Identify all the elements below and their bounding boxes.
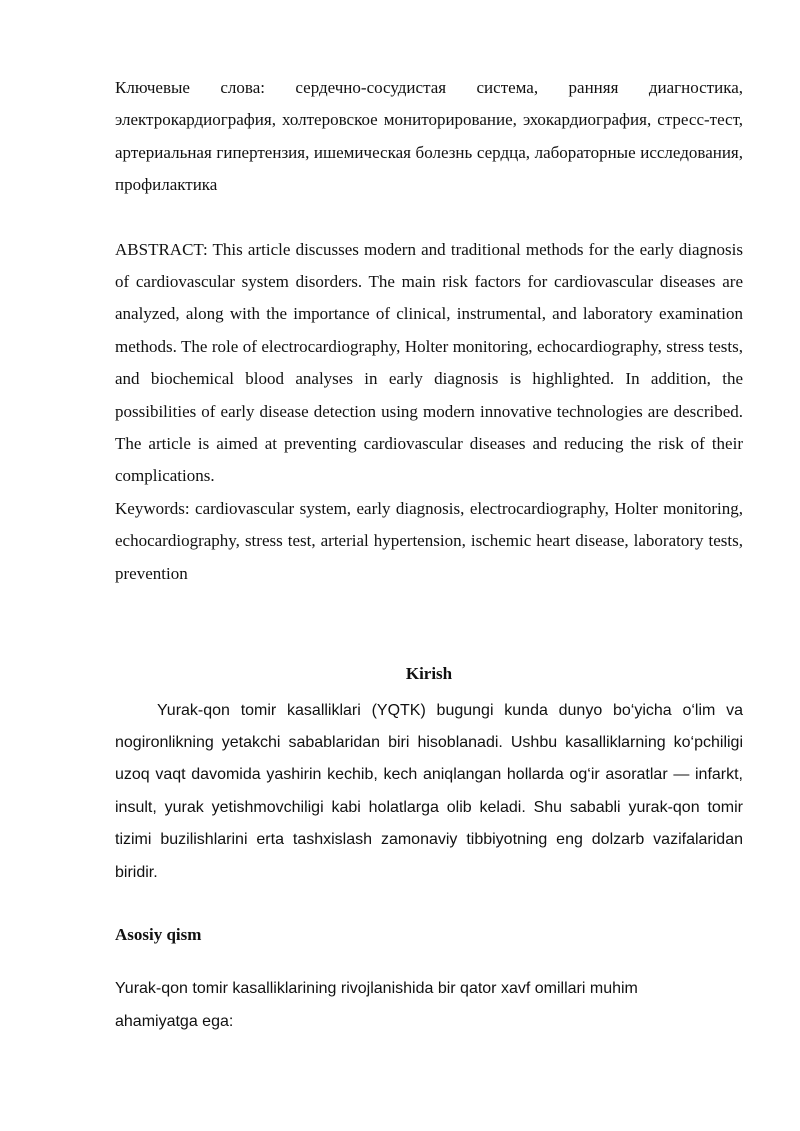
abstract-paragraph: ABSTRACT: This article discusses modern and traditional methods for the early diagnosis of cardiovascular system disorders. The main risk factors for cardiovascular diseases are analyzed, along with the importance of clinical, instrumental, and laboratory examination methods. The role of electrocardiography, Holter monitoring, echocardiography, stress tests, and biochemical blood analyses in early diagnosis is highlighted. In addition, the possibilities of early disease detection using modern innovative technologies are described. The article is aimed at preventing cardiovascular diseases and reducing the risk of their complications. xyxy=(115,239,743,486)
document-page xyxy=(115,72,743,1038)
english-keywords-paragraph: Keywords: cardiovascular system, early diagnosis, electrocardiography, Holter monitoring, echocardiography, stress test, arterial hypertension, ischemic heart disease, laboratory tests, prevention xyxy=(115,498,743,583)
intro-heading: Kirish xyxy=(405,664,453,684)
intro-paragraph: Yurak-qon tomir kasalliklari (YQTK) bugungi kunda dunyo bo‘yicha o‘lim va nogironlikning yetakchi sabablaridan biri hisoblanadi. Ushbu kasalliklarning ko‘pchiligi uzoq vaqt davomida yashirin kechib, kech aniqlangan hollarda og‘ir asoratlar — infarkt, insult, yurak yetishmovchiligi kabi holatlarga olib keladi. Shu sababli yurak-qon tomir tizimi buzilishlarini erta tashxislash zamonaviy tibbiyotning eng dolzarb vazifalaridan biridir. xyxy=(115,701,743,881)
russian-keywords-paragraph: Ключевые слова: сердечно-сосудистая система, ранняя диагностика, электрокардиография, холтеровское мониторирование, эхокардиография, стресс-тест, артериальная гипертензия, ишемическая болезнь сердца, лабораторные исследования, профилактика xyxy=(115,78,743,195)
main-section-paragraph: Yurak-qon tomir kasalliklarining rivojlanishida bir qator xavf omillari muhim ahamiyatga ega: xyxy=(115,980,638,1030)
main-section-heading: Asosiy qism xyxy=(115,924,202,944)
